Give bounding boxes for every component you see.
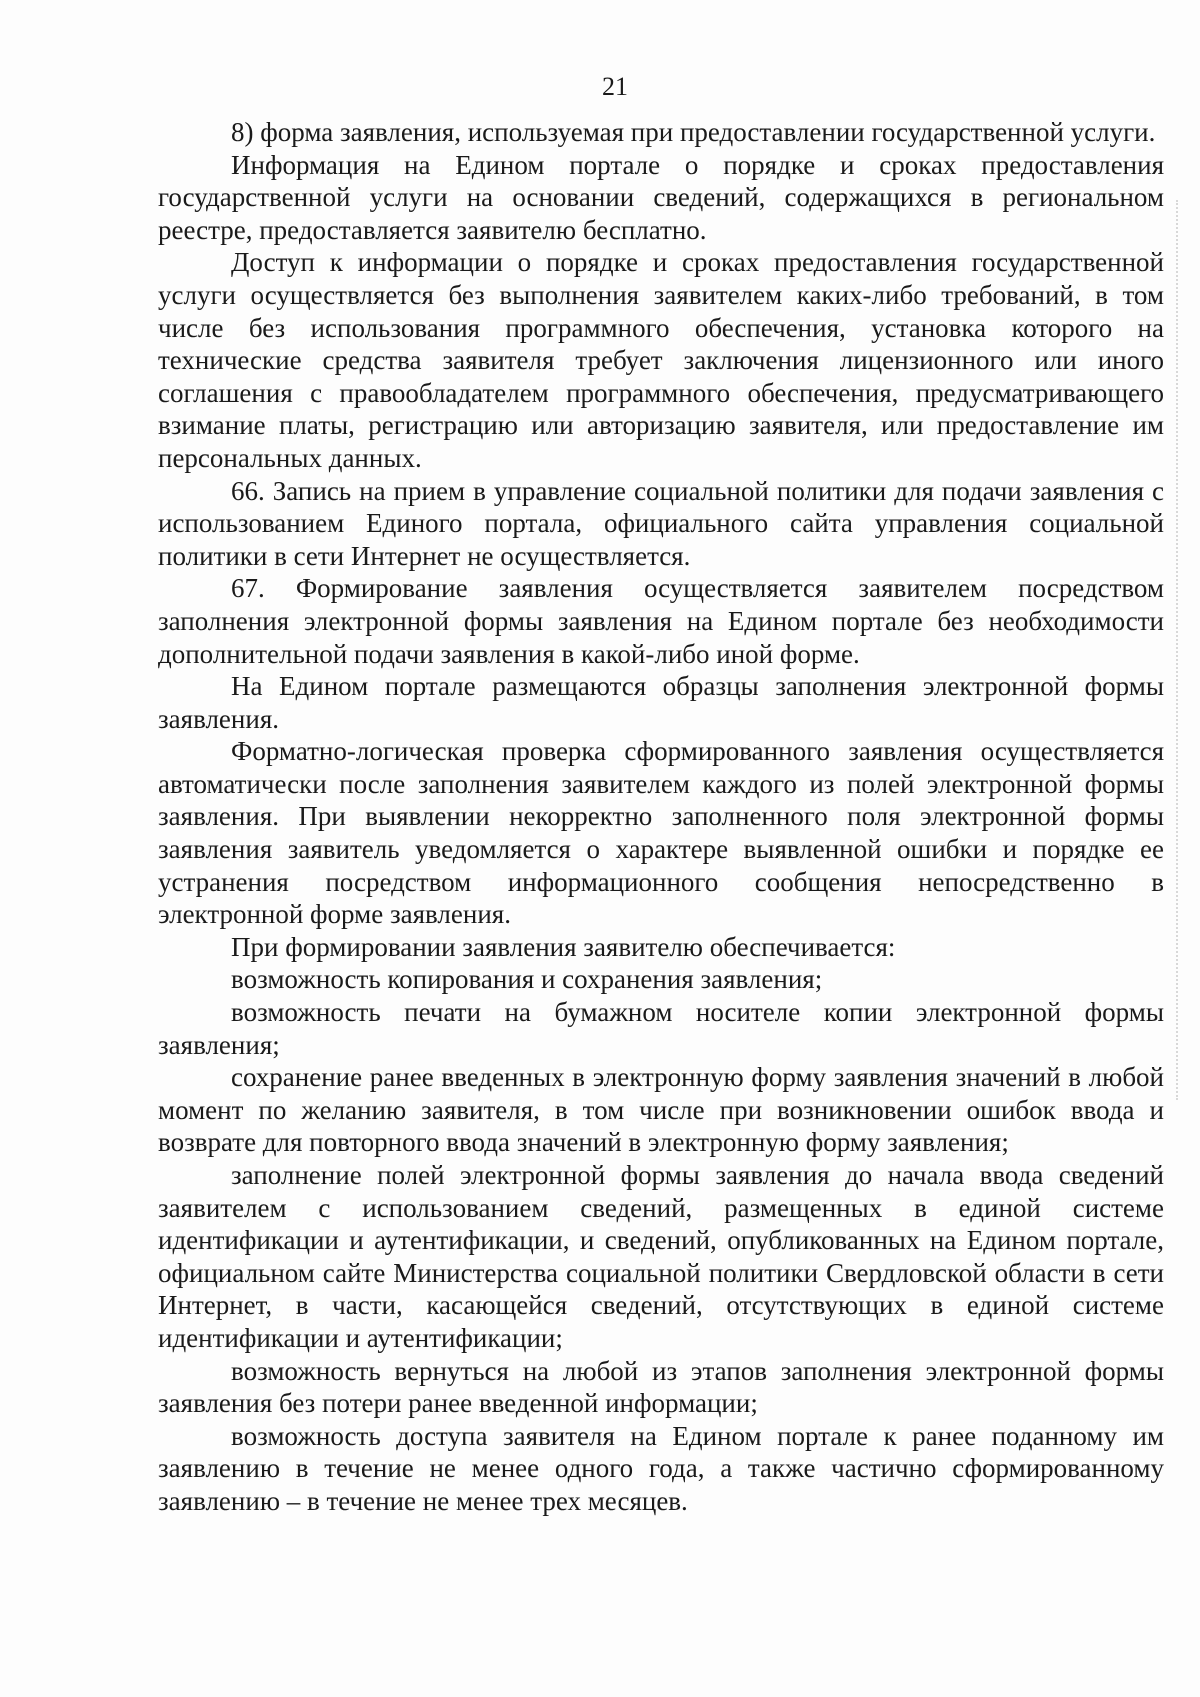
paragraph-prefill: заполнение полей электронной формы заявления до начала ввода сведений заявителем с использованием сведений, размещенных в единой системе идентификации и аутентификации, и сведений, опубликованных на Едином портале, официальном сайте Министерства социальной политики Свердловской области в сети Интернет, в части, касающейся сведений, отсутствующих в единой системе идентификации и аутентификации;: [158, 1160, 1164, 1353]
paragraph-provision-intro: При формировании заявления заявителю обеспечивается:: [231, 931, 896, 962]
paragraph-67-forming: 67. Формирование заявления осуществляется заявителем посредством заполнения электронной формы заявления на Едином портале без необходимости дополнительной подачи заявления в какой-либо иной форме.: [158, 573, 1164, 669]
paragraph-samples: На Едином портале размещаются образцы заполнения электронной формы заявления.: [158, 671, 1164, 734]
paragraph-format-check: Форматно-логическая проверка сформированного заявления осуществляется автоматически после заполнения заявителем каждого из полей электронной формы заявления. При выявлении некорректно заполненного поля электронной формы заявления заявитель уведомляется о характере выявленной ошибки и порядке ее устранения посредством информационного сообщения непосредственно в электронной форме заявления.: [158, 736, 1164, 930]
paragraph-print: возможность печати на бумажном носителе копии электронной формы заявления;: [158, 997, 1164, 1060]
paragraph-66-appointment: 66. Запись на прием в управление социальной политики для подачи заявления с использованием Единого портала, официального сайта управления социальной политики в сети Интернет не осуществляется.: [158, 475, 1164, 571]
paragraph-info-free: Информация на Едином портале о порядке и сроках предоставления государственной услуги на основании сведений, содержащихся в региональном реестре, предоставляется заявителю бесплатно.: [158, 149, 1164, 245]
paragraph-item-8-form: 8) форма заявления, используемая при предоставлении государственной услуги.: [231, 117, 1156, 147]
paragraph-return-stage: возможность вернуться на любой из этапов заполнения электронной формы заявления без потери ранее введенной информации;: [158, 1355, 1164, 1419]
scan-edge-divider: [1174, 200, 1178, 1100]
page-number: 21: [602, 72, 628, 101]
paragraph-access-info: Доступ к информации о порядке и сроках предоставления государственной услуги осуществляется без выполнения заявителем каких-либо требований, в том числе без использования программного обеспечения, установка которого на технические средства заявителя требует заключения лицензионного или иного соглашения с правообладателем программного обеспечения, предусматривающего взимание платы, регистрацию или авторизацию заявителя, или предоставление им персональных данных.: [158, 247, 1164, 473]
paragraph-access-submitted: возможность доступа заявителя на Едином портале к ранее поданному им заявлению в течение не менее одного года, а также частично сформированному заявлению – в течение не менее трех месяцев.: [158, 1420, 1164, 1516]
paragraph-save-values: сохранение ранее введенных в электронную форму заявления значений в любой момент по желанию заявителя, в том числе при возникновении ошибок ввода и возврате для повторного ввода значений в электронную форму заявления;: [158, 1062, 1164, 1158]
document-body: [158, 116, 1164, 1518]
paragraph-copy-save: возможность копирования и сохранения заявления;: [231, 964, 823, 995]
